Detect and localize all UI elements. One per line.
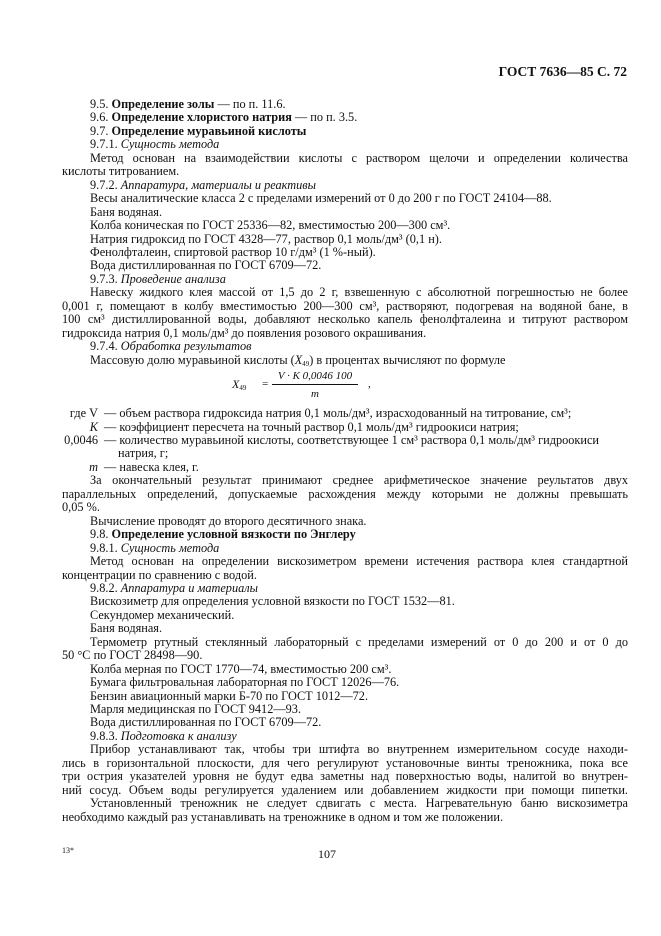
page-body [62, 98, 628, 824]
section-9-5: 9.5. Определение золы — по п. 11.6. [90, 97, 286, 111]
paragraph-line: Термометр ртутный стеклянный лабораторный с пределами измерений от 0 до 200 и от 0 до [90, 634, 628, 649]
list-item: Вискозиметр для определения условной вязкости по ГОСТ 1532—81. [90, 594, 455, 609]
paragraph-line: Метод основан на определении вискозиметром времени истечения раствора клея стандартной [90, 554, 628, 569]
page-number: 107 [318, 847, 336, 861]
paragraph-line: три острия указателей уровня не будут едва заметны над поверхностью воды, налитой во внутрен- [62, 769, 628, 784]
subsection-9-7-1: 9.7.1. Сущность метода [90, 137, 220, 152]
definition-k: K — коэффициент пересчета на точный раствор 0,1 моль/дм³ гидроокиси натрия; [89, 419, 519, 434]
list-item: Секундомер механический. [90, 607, 235, 622]
list-item: Колба мерная по ГОСТ 1770—74, вместимостью 200 см³. [90, 661, 392, 676]
paragraph-line: Установленный треножник не следует сдвигать с места. Нагревательную баню вискозиметра [90, 796, 628, 811]
section-9-7-heading: 9.7. Определение муравьиной кислоты [90, 123, 307, 138]
list-item: Бензин авиационный марки Б-70 по ГОСТ 1012—72. [90, 688, 369, 703]
subsection-9-7-3: 9.7.3. Проведение анализа [90, 271, 226, 286]
list-item: Фенолфталеин, спиртовой раствор 10 г/дм³ (1 %-ный). [90, 244, 376, 259]
formula-denominator: m [311, 388, 319, 401]
paragraph-line: гидроксида натрия 0,1 моль/дм³ до появления розового окрашивания. [62, 325, 427, 340]
definition-m: m — навеска клея, г. [89, 459, 199, 474]
paragraph-line: 0,05 %. [62, 500, 100, 515]
formula-equals: = [262, 378, 269, 391]
paragraph-line: За окончательный результат принимают среднее арифметическое значение реультатов двух [90, 473, 628, 488]
formula-intro: Массовую долю муравьиной кислоты $(X_{49})$ в процентах вычисляют по формуле [90, 352, 506, 368]
signature-mark: 13* [62, 846, 74, 855]
paragraph-line: Метод основан на взаимодействии кислоты с раствором щелочи и определении количества [90, 150, 628, 165]
subsection-9-8-3: 9.8.3. Подготовка к анализу [90, 728, 237, 743]
subsection-9-7-4: 9.7.4. Обработка результатов [90, 339, 252, 354]
formula-lhs: $X_{49}$ [232, 377, 247, 393]
list-item: Бумага фильтровальная лабораторная по ГОСТ 12026—76. [90, 675, 400, 690]
section-9-6: 9.6. Определение хлористого натрия — по п. 3.5. [90, 110, 358, 125]
list-item: Баня водяная. [90, 621, 163, 636]
subsection-9-8-1: 9.8.1. Сущность метода [90, 540, 220, 555]
paragraph-line: лись в горизонтальной плоскости, для чего регулируют установочные винты треножника, пока все [62, 755, 628, 770]
paragraph-line: 0,001 г, помещают в колбу вместимостью 200—300 см³, растворяют, подогревая на водяной бане, в [62, 298, 628, 313]
list-item: Вода дистиллированная по ГОСТ 6709—72. [90, 715, 322, 730]
formula [62, 369, 628, 405]
running-header: ГОСТ 7636—85 С. 72 [498, 64, 627, 79]
list-item: Колба коническая по ГОСТ 25336—82, вместимостью 200—300 см³. [90, 218, 451, 233]
paragraph-line: параллельных определений, допускаемые расхождения между которыми не должны превышать [62, 486, 628, 501]
paragraph-line: Вычисление проводят до второго десятичного знака. [90, 513, 367, 528]
paragraph-line: концентрации по сравнению с водой. [62, 567, 257, 582]
paragraph-line: ний сосуд. Объем воды регулируется удалением или добавлением жидкости при помощи пипетки. [62, 782, 628, 797]
paragraph-line: кислоты титрованием. [62, 164, 180, 179]
section-9-8-heading: 9.8. Определение условной вязкости по Энглеру [90, 527, 356, 542]
list-item: Марля медицинская по ГОСТ 9412—93. [90, 702, 302, 717]
definition-v: где V — объем раствора гидроксида натрия 0,1 моль/дм³, израсходованный на титрование, см³; [69, 406, 572, 421]
list-item: Натрия гидроксид по ГОСТ 4328—77, раствор 0,1 моль/дм³ (0,1 н). [90, 231, 442, 246]
paragraph-line: 100 см³ дистиллированной воды, добавляют несколько капель фенолфталеина и титруют раствором [62, 312, 628, 327]
definition-continuation: натрия, г; [118, 446, 169, 461]
variable-definitions [62, 407, 628, 474]
list-item: Вода дистиллированная по ГОСТ 6709—72. [90, 258, 322, 273]
paragraph-line: необходимо каждый раз устанавливать на треножнике в одном и том же положении. [62, 809, 504, 824]
formula-numerator: V · K 0,0046 100 [272, 370, 358, 385]
list-item: Весы аналитические класса 2 с пределами измерений от 0 до 200 г по ГОСТ 24104—88. [90, 191, 552, 206]
paragraph-line: Навеску жидкого клея массой от 1,5 до 2 г, взвешенную с абсолютной погрешностью не более [90, 285, 628, 300]
subsection-9-8-2: 9.8.2. Аппаратура и материалы [90, 580, 258, 595]
paragraph-line: 50 °С по ГОСТ 28498—90. [62, 648, 203, 663]
subsection-9-7-2: 9.7.2. Аппаратура, материалы и реактивы [90, 177, 316, 192]
paragraph-line: Прибор устанавливают так, чтобы три штифта во внутреннем измерительном сосуде находи- [90, 742, 628, 757]
list-item: Баня водяная. [90, 204, 163, 219]
definition-0-0046: 0,0046 — количество муравьиной кислоты, соответствующее 1 см³ раствора 0,1 моль/дм³ гидроокиси [64, 432, 599, 447]
formula-comma: , [368, 378, 371, 391]
